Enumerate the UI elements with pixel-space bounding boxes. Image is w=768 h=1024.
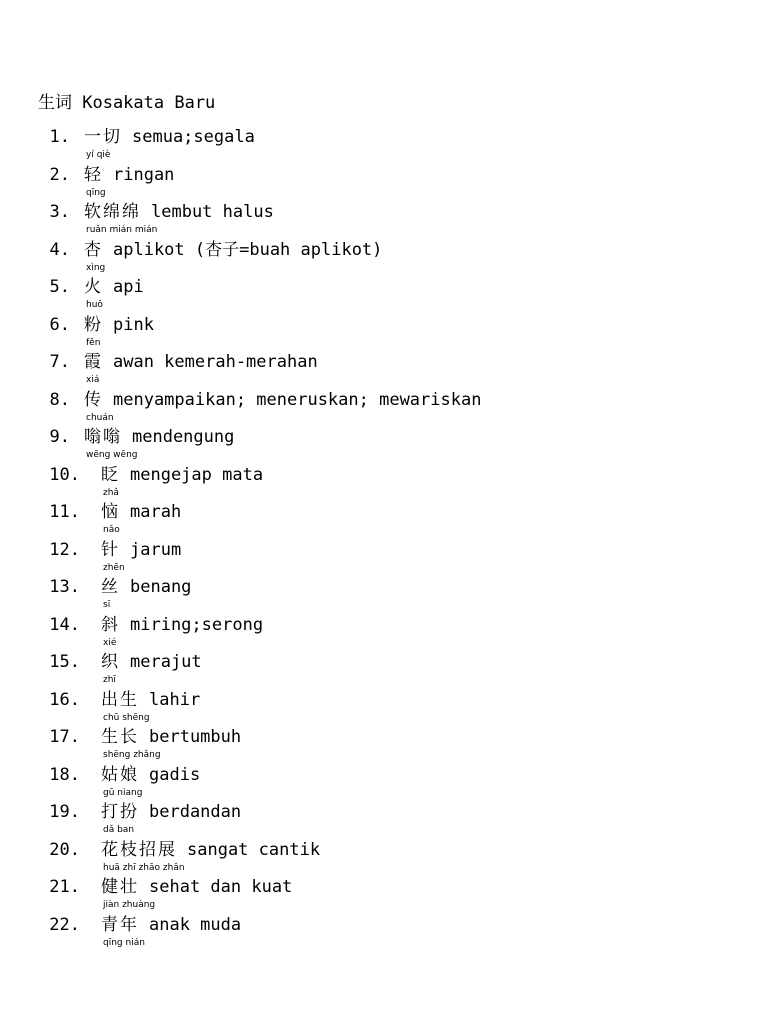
malay-meaning: bertumbuh: [149, 727, 242, 747]
pinyin: qīng: [86, 187, 106, 198]
pinyin: sī: [103, 600, 111, 610]
vocab-row: [0, 201, 768, 239]
malay-meaning: ringan: [113, 164, 175, 185]
item-number: 14.: [49, 614, 80, 635]
chinese-word: 软绵绵: [84, 202, 141, 222]
malay-meaning: menyampaikan; meneruskan; mewariskan: [113, 389, 482, 410]
vocab-row: [0, 839, 768, 877]
pinyin: yí qiè: [86, 150, 111, 160]
pinyin: qīng nián: [103, 937, 145, 948]
chinese-word: 打扮: [101, 802, 139, 822]
entry-line: [101, 914, 241, 936]
malay-meaning: sangat cantik: [187, 839, 321, 860]
vocab-row: [0, 914, 768, 952]
vocab-entry: [84, 239, 382, 273]
chinese-word: 织: [101, 652, 120, 672]
vocabulary-list: [0, 126, 768, 951]
pinyin: jiàn zhuàng: [103, 900, 156, 910]
chinese-word: 恼: [101, 502, 120, 522]
chinese-word: 轻: [84, 164, 103, 185]
vocab-entry: [84, 426, 234, 460]
vocab-entry: [101, 576, 191, 610]
vocab-entry: [101, 876, 292, 910]
malay-meaning: jarum: [130, 539, 182, 560]
vocab-row: [0, 539, 768, 577]
vocab-row: [0, 239, 768, 277]
vocab-row: [0, 651, 768, 689]
chinese-word: 火: [84, 277, 103, 297]
item-number: 4.: [49, 239, 70, 260]
chinese-word: 嗡嗡: [84, 427, 122, 447]
vocab-entry: [101, 801, 241, 835]
vocab-entry: [101, 726, 241, 760]
item-number: 8.: [49, 389, 70, 410]
entry-line: [84, 239, 382, 261]
vocab-row: [0, 501, 768, 539]
pinyin: huā zhī zhāo zhǎn: [103, 862, 185, 873]
item-number: 21.: [49, 877, 80, 897]
pinyin: chū shēng: [103, 712, 150, 723]
pinyin: shēng zhǎng: [103, 750, 161, 760]
entry-line: [101, 576, 191, 598]
vocab-row: [0, 764, 768, 802]
malay-meaning: mengejap mata: [130, 464, 264, 485]
item-number: 13.: [49, 577, 80, 597]
chinese-word: 一切: [84, 127, 122, 147]
malay-meaning: benang: [130, 577, 192, 597]
pinyin: nǎo: [103, 525, 120, 535]
page-title: 生词 Kosakata Baru: [38, 93, 216, 113]
malay-meaning: anak muda: [149, 914, 242, 935]
chinese-word: 生长: [101, 727, 139, 747]
entry-line: [84, 426, 234, 448]
entry-line: [101, 651, 202, 673]
vocab-entry: [101, 614, 263, 648]
entry-line: [84, 164, 174, 186]
item-number: 16.: [49, 689, 80, 710]
pinyin: zhǎ: [103, 487, 119, 498]
malay-meaning: sehat dan kuat: [149, 877, 293, 897]
malay-meaning: berdandan: [149, 802, 242, 822]
item-number: 2.: [49, 164, 70, 185]
pinyin: gū niang: [103, 787, 143, 798]
entry-line: [84, 276, 144, 298]
malay-meaning: gadis: [149, 764, 201, 785]
vocab-entry: [84, 201, 274, 235]
chinese-word: 丝: [101, 577, 120, 597]
pinyin: zhī: [103, 675, 116, 685]
item-number: 20.: [49, 839, 80, 860]
pinyin: chuán: [86, 412, 114, 423]
pinyin: zhēn: [103, 562, 125, 573]
item-number: 10.: [49, 464, 80, 485]
vocab-row: [0, 426, 768, 464]
entry-line: [101, 614, 263, 636]
vocab-row: [0, 314, 768, 352]
entry-line: [101, 501, 181, 523]
item-number: 15.: [49, 652, 80, 672]
malay-meaning: api: [113, 277, 144, 297]
entry-line: [84, 351, 318, 373]
vocab-entry: [84, 126, 255, 160]
vocab-entry: [101, 689, 200, 723]
entry-line: [101, 764, 200, 786]
vocab-row: [0, 276, 768, 314]
malay-meaning: aplikot (杏子=buah aplikot): [113, 239, 383, 260]
pinyin: fěn: [86, 337, 101, 348]
pinyin: ruǎn mián mián: [86, 225, 158, 235]
vocab-row: [0, 389, 768, 427]
vocab-row: [0, 576, 768, 614]
malay-meaning: awan kemerah-merahan: [113, 352, 318, 372]
pinyin: xiá: [86, 375, 100, 385]
malay-meaning: marah: [130, 502, 182, 522]
vocab-row: [0, 689, 768, 727]
item-number: 19.: [49, 802, 80, 822]
item-number: 18.: [49, 764, 80, 785]
item-number: 9.: [49, 427, 70, 447]
pinyin: dǎ ban: [103, 825, 135, 835]
vocab-row: [0, 801, 768, 839]
pinyin: xié: [103, 637, 117, 648]
chinese-word: 花枝招展: [101, 839, 177, 860]
malay-meaning: merajut: [130, 652, 202, 672]
malay-meaning: miring;serong: [130, 614, 264, 635]
entry-line: [101, 726, 241, 748]
vocab-entry: [101, 539, 181, 573]
item-number: 7.: [49, 352, 70, 372]
vocab-row: [0, 614, 768, 652]
vocab-entry: [101, 764, 200, 798]
malay-meaning: pink: [113, 314, 154, 335]
item-number: 22.: [49, 914, 80, 935]
vocab-entry: [84, 351, 318, 385]
vocab-entry: [84, 276, 144, 310]
malay-meaning: mendengung: [132, 427, 235, 447]
vocab-entry: [101, 839, 320, 873]
vocab-entry: [84, 164, 174, 198]
vocab-entry: [101, 501, 181, 535]
pinyin: wēng wēng: [86, 450, 138, 460]
vocab-entry: [101, 464, 263, 498]
chinese-word: 针: [101, 539, 120, 560]
entry-line: [101, 876, 292, 898]
vocab-entry: [101, 914, 241, 948]
item-number: 17.: [49, 727, 80, 747]
entry-line: [101, 801, 241, 823]
vocab-row: [0, 464, 768, 502]
entry-line: [84, 126, 255, 148]
item-number: 1.: [49, 127, 70, 147]
vocab-entry: [84, 314, 154, 348]
entry-line: [101, 539, 181, 561]
vocab-row: [0, 351, 768, 389]
entry-line: [84, 201, 274, 223]
entry-line: [101, 464, 263, 486]
chinese-word: 斜: [101, 614, 120, 635]
item-number: 11.: [49, 502, 80, 522]
chinese-word: 霞: [84, 352, 103, 372]
vocab-entry: [101, 651, 202, 685]
item-number: 5.: [49, 277, 70, 297]
vocab-row: [0, 876, 768, 914]
chinese-word: 姑娘: [101, 764, 139, 785]
chinese-word: 粉: [84, 314, 103, 335]
pinyin: xìng: [86, 262, 106, 273]
malay-meaning: lahir: [149, 689, 201, 710]
malay-meaning: lembut halus: [151, 202, 274, 222]
entry-line: [101, 689, 200, 711]
chinese-word: 出生: [101, 689, 139, 710]
vocab-row: [0, 164, 768, 202]
entry-line: [101, 839, 320, 861]
chinese-word: 传: [84, 389, 103, 410]
malay-meaning: semua;segala: [132, 127, 255, 147]
item-number: 12.: [49, 539, 80, 560]
vocab-row: [0, 126, 768, 164]
chinese-word: 青年: [101, 914, 139, 935]
chinese-word: 杏: [84, 239, 103, 260]
item-number: 6.: [49, 314, 70, 335]
entry-line: [84, 314, 154, 336]
pinyin: huǒ: [86, 300, 103, 310]
vocab-row: [0, 726, 768, 764]
chinese-word: 健壮: [101, 877, 139, 897]
item-number: 3.: [49, 202, 70, 222]
entry-line: [84, 389, 481, 411]
vocab-entry: [84, 389, 481, 423]
chinese-word: 眨: [101, 464, 120, 485]
